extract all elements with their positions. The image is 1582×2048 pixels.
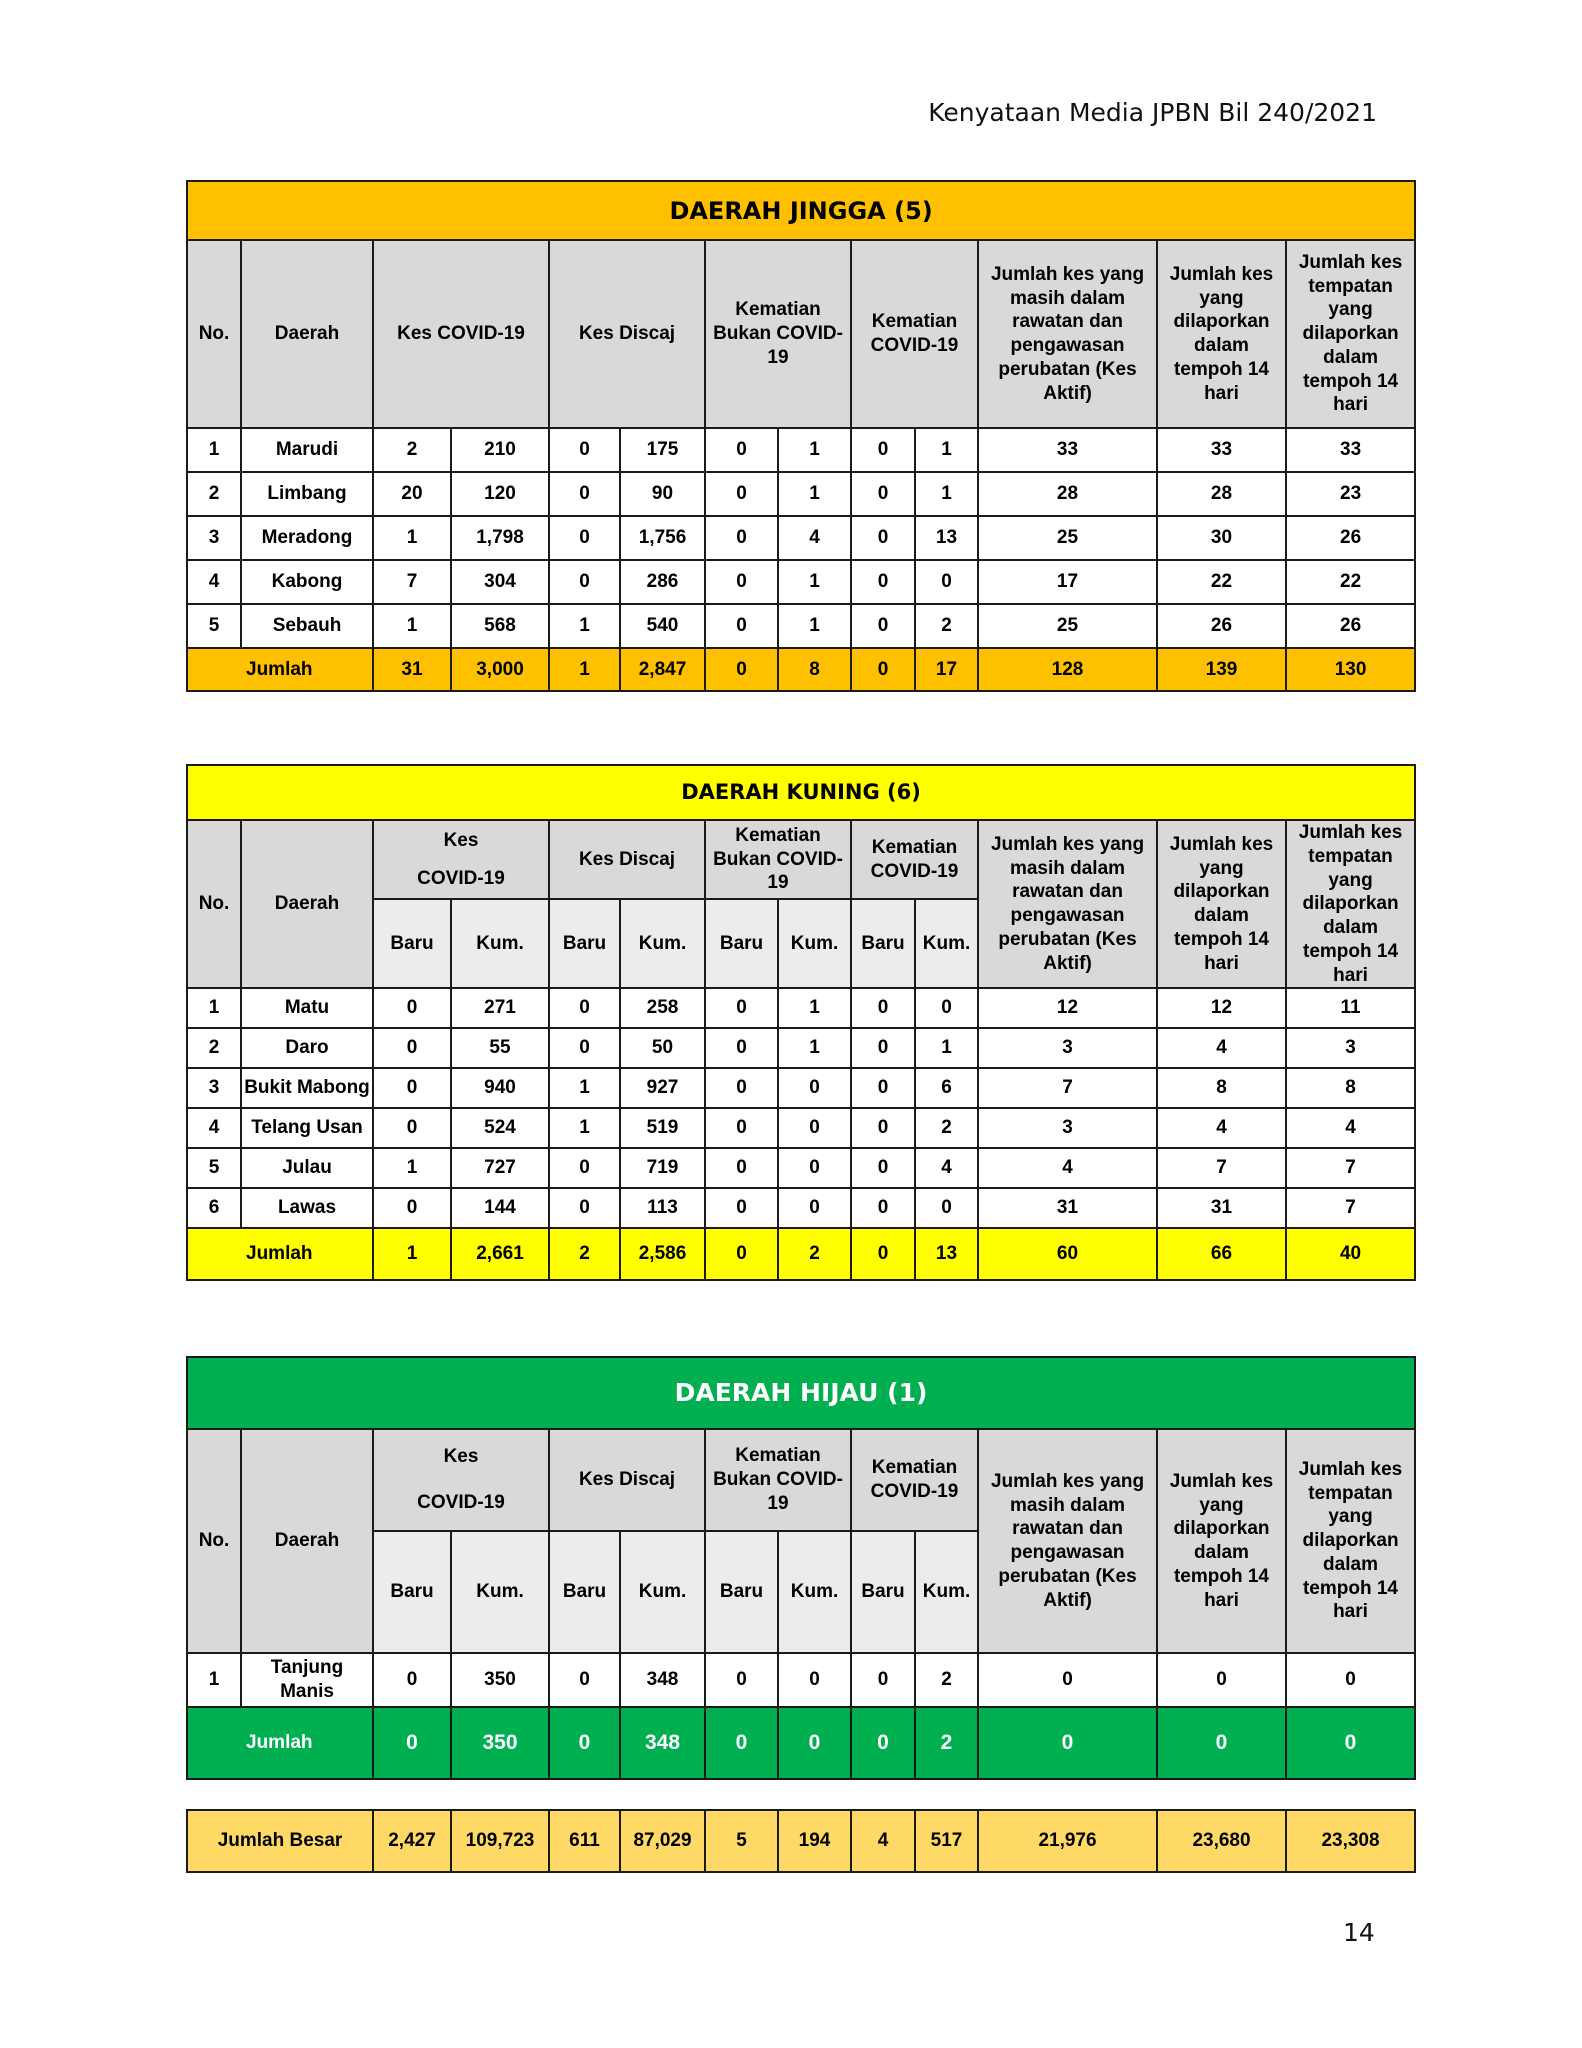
cell-value: 271 [451,988,549,1028]
cell-value: 1 [778,472,851,516]
table-title: DAERAH KUNING (6) [187,765,1415,820]
col-header-kematian-covid: Kematian COVID-19 [851,240,978,428]
cell-value: 23 [1286,472,1415,516]
cell-value: 90 [620,472,705,516]
table-row [187,604,1415,648]
grand-total-value: 87,029 [620,1810,705,1872]
cell-value: 1 [549,1068,620,1108]
cell-value: 6 [915,1068,978,1108]
cell-value: 1 [778,604,851,648]
total-value: 40 [1286,1228,1415,1280]
cell-value: 0 [373,1028,451,1068]
cell-value: 33 [1157,428,1286,472]
cell-value: 0 [851,988,915,1028]
row-daerah: Sebauh [241,604,373,648]
cell-value: 7 [373,560,451,604]
cell-value: 1 [915,472,978,516]
total-value: 2,586 [620,1228,705,1280]
cell-value: 0 [705,560,778,604]
cell-value: 7 [1157,1148,1286,1188]
table-daerah-kuning [186,764,1416,1281]
sub-header-kum: Kum. [915,1531,978,1653]
cell-value: 0 [705,1108,778,1148]
cell-value: 258 [620,988,705,1028]
row-no: 2 [187,472,241,516]
cell-value: 0 [1157,1653,1286,1707]
total-value: 2 [915,1707,978,1779]
total-value: 8 [778,648,851,691]
cell-value: 30 [1157,516,1286,560]
cell-value: 0 [549,988,620,1028]
kes-covid-line1: Kes [443,829,479,851]
col-header-tempatan-14: Jumlah kes tempatan yang dilaporkan dalam tempoh 14 hari [1286,1429,1415,1653]
cell-value: 519 [620,1108,705,1148]
cell-value: 17 [978,560,1157,604]
cell-value: 0 [778,1148,851,1188]
table-body [187,1653,1415,1707]
cell-value: 113 [620,1188,705,1228]
col-header-daerah: Daerah [241,1429,373,1653]
table-body [187,988,1415,1228]
cell-value: 940 [451,1068,549,1108]
cell-value: 304 [451,560,549,604]
cell-value: 0 [851,1148,915,1188]
cell-value: 0 [549,1148,620,1188]
cell-value: 0 [778,1188,851,1228]
cell-value: 0 [851,560,915,604]
table-row [187,1148,1415,1188]
total-value: 130 [1286,648,1415,691]
cell-value: 0 [851,1068,915,1108]
col-header-daerah: Daerah [241,240,373,428]
cell-value: 0 [915,1188,978,1228]
total-value: 60 [978,1228,1157,1280]
cell-value: 1,798 [451,516,549,560]
row-no: 1 [187,428,241,472]
cell-value: 0 [705,1188,778,1228]
cell-value: 26 [1286,516,1415,560]
row-daerah: Telang Usan [241,1108,373,1148]
grand-total-value: 21,976 [978,1810,1157,1872]
total-value: 0 [1286,1707,1415,1779]
total-value: 13 [915,1228,978,1280]
cell-value: 0 [705,428,778,472]
total-value: 2 [778,1228,851,1280]
cell-value: 540 [620,604,705,648]
grand-total-value: 23,308 [1286,1810,1415,1872]
total-label: Jumlah [187,1707,373,1779]
cell-value: 210 [451,428,549,472]
col-header-kes-aktif: Jumlah kes yang masih dalam rawatan dan pengawasan perubatan (Kes Aktif) [978,1429,1157,1653]
cell-value: 0 [1286,1653,1415,1707]
cell-value: 0 [778,1108,851,1148]
table-row [187,560,1415,604]
total-value: 66 [1157,1228,1286,1280]
cell-value: 1 [373,516,451,560]
sub-header-baru: Baru [373,899,451,988]
col-header-kes-covid [373,1429,549,1531]
table-title: DAERAH JINGGA (5) [187,181,1415,240]
total-value: 1 [549,648,620,691]
cell-value: 50 [620,1028,705,1068]
table-daerah-hijau [186,1356,1416,1780]
col-header-kes-discaj: Kes Discaj [549,240,705,428]
row-daerah: Daro [241,1028,373,1068]
grand-total-value: 5 [705,1810,778,1872]
cell-value: 11 [1286,988,1415,1028]
cell-value: 0 [778,1068,851,1108]
cell-value: 4 [1157,1028,1286,1068]
total-value: 1 [373,1228,451,1280]
cell-value: 0 [851,1653,915,1707]
sub-header-kum: Kum. [620,1531,705,1653]
col-header-kes-covid: Kes COVID-19 [373,240,549,428]
page-number: 14 [1343,1918,1375,1947]
total-value: 0 [978,1707,1157,1779]
row-daerah: Tanjung Manis [241,1653,373,1707]
grand-total-table [186,1809,1416,1873]
col-header-kes-discaj: Kes Discaj [549,1429,705,1531]
cell-value: 25 [978,516,1157,560]
cell-value: 0 [705,472,778,516]
cell-value: 0 [851,1028,915,1068]
cell-value: 0 [549,516,620,560]
cell-value: 1 [549,1108,620,1148]
total-value: 0 [1157,1707,1286,1779]
cell-value: 2 [915,1653,978,1707]
cell-value: 144 [451,1188,549,1228]
cell-value: 13 [915,516,978,560]
cell-value: 0 [705,1148,778,1188]
cell-value: 0 [978,1653,1157,1707]
total-row [187,1228,1415,1280]
cell-value: 0 [373,988,451,1028]
total-row [187,1707,1415,1779]
cell-value: 4 [778,516,851,560]
kes-covid-line2: COVID-19 [417,1492,505,1513]
cell-value: 12 [1157,988,1286,1028]
total-value: 0 [851,648,915,691]
col-header-kes-14: Jumlah kes yang dilaporkan dalam tempoh 14 hari [1157,1429,1286,1653]
total-label: Jumlah [187,1228,373,1280]
cell-value: 2 [915,1108,978,1148]
row-no: 2 [187,1028,241,1068]
grand-total-value: 4 [851,1810,915,1872]
cell-value: 1 [373,1148,451,1188]
row-no: 1 [187,988,241,1028]
grand-total-row [187,1810,1415,1872]
cell-value: 0 [373,1068,451,1108]
table-daerah-jingga [186,180,1416,692]
row-daerah: Matu [241,988,373,1028]
cell-value: 0 [549,1028,620,1068]
grand-total-value: 517 [915,1810,978,1872]
row-no: 4 [187,1108,241,1148]
total-row [187,648,1415,691]
table-title: DAERAH HIJAU (1) [187,1357,1415,1429]
sub-header-kum: Kum. [451,899,549,988]
total-value: 17 [915,648,978,691]
row-daerah: Julau [241,1148,373,1188]
col-header-kematian-covid: Kematian COVID-19 [851,1429,978,1531]
cell-value: 0 [373,1653,451,1707]
total-value: 3,000 [451,648,549,691]
total-value: 0 [705,648,778,691]
grand-total-value: 194 [778,1810,851,1872]
total-value: 128 [978,648,1157,691]
col-header-kes-covid [373,820,549,899]
cell-value: 7 [1286,1148,1415,1188]
row-daerah: Meradong [241,516,373,560]
cell-value: 1 [915,428,978,472]
col-header-kes-discaj: Kes Discaj [549,820,705,899]
row-daerah: Bukit Mabong [241,1068,373,1108]
cell-value: 350 [451,1653,549,1707]
col-header-no: No. [187,240,241,428]
cell-value: 1 [915,1028,978,1068]
cell-value: 3 [978,1028,1157,1068]
cell-value: 120 [451,472,549,516]
total-value: 2,661 [451,1228,549,1280]
cell-value: 31 [978,1188,1157,1228]
table-row [187,988,1415,1028]
sub-header-baru: Baru [705,899,778,988]
total-value: 31 [373,648,451,691]
cell-value: 0 [851,428,915,472]
col-header-kematian-bukan: Kematian Bukan COVID-19 [705,240,851,428]
sub-header-kum: Kum. [451,1531,549,1653]
total-value: 0 [549,1707,620,1779]
row-daerah: Limbang [241,472,373,516]
cell-value: 0 [549,428,620,472]
cell-value: 25 [978,604,1157,648]
cell-value: 55 [451,1028,549,1068]
cell-value: 8 [1286,1068,1415,1108]
cell-value: 0 [705,988,778,1028]
cell-value: 719 [620,1148,705,1188]
table-row [187,1068,1415,1108]
cell-value: 1 [373,604,451,648]
cell-value: 4 [1157,1108,1286,1148]
table-row [187,1108,1415,1148]
table-row [187,516,1415,560]
total-value: 0 [778,1707,851,1779]
col-header-tempatan-14: Jumlah kes tempatan yang dilaporkan dalam tempoh 14 hari [1286,820,1415,988]
cell-value: 26 [1286,604,1415,648]
cell-value: 0 [851,604,915,648]
total-value: 0 [705,1707,778,1779]
cell-value: 727 [451,1148,549,1188]
col-header-kes-14: Jumlah kes yang dilaporkan dalam tempoh 14 hari [1157,820,1286,988]
row-no: 6 [187,1188,241,1228]
total-value: 2 [549,1228,620,1280]
cell-value: 0 [705,604,778,648]
total-value: 0 [373,1707,451,1779]
cell-value: 26 [1157,604,1286,648]
table-row [187,428,1415,472]
grand-total-value: 23,680 [1157,1810,1286,1872]
cell-value: 0 [915,988,978,1028]
sub-header-baru: Baru [851,1531,915,1653]
grand-total-value: 109,723 [451,1810,549,1872]
col-header-kes-14: Jumlah kes yang dilaporkan dalam tempoh 14 hari [1157,240,1286,428]
cell-value: 175 [620,428,705,472]
row-no: 5 [187,604,241,648]
col-header-kematian-covid: Kematian COVID-19 [851,820,978,899]
row-no: 1 [187,1653,241,1707]
cell-value: 0 [915,560,978,604]
cell-value: 0 [851,1188,915,1228]
cell-value: 4 [915,1148,978,1188]
cell-value: 568 [451,604,549,648]
row-daerah: Lawas [241,1188,373,1228]
cell-value: 4 [978,1148,1157,1188]
col-header-kematian-bukan: Kematian Bukan COVID-19 [705,820,851,899]
sub-header-kum: Kum. [915,899,978,988]
cell-value: 0 [851,516,915,560]
total-value: 2,847 [620,648,705,691]
total-value: 139 [1157,648,1286,691]
sub-header-baru: Baru [373,1531,451,1653]
total-value: 0 [851,1228,915,1280]
cell-value: 3 [1286,1028,1415,1068]
sub-header-baru: Baru [705,1531,778,1653]
cell-value: 0 [373,1188,451,1228]
row-daerah: Kabong [241,560,373,604]
row-no: 3 [187,516,241,560]
cell-value: 22 [1286,560,1415,604]
col-header-tempatan-14: Jumlah kes tempatan yang dilaporkan dalam tempoh 14 hari [1286,240,1415,428]
row-no: 5 [187,1148,241,1188]
sub-header-baru: Baru [549,1531,620,1653]
cell-value: 0 [705,1653,778,1707]
cell-value: 28 [978,472,1157,516]
cell-value: 3 [978,1108,1157,1148]
cell-value: 1 [778,988,851,1028]
kes-covid-line1: Kes [443,1446,479,1468]
page-header: Kenyataan Media JPBN Bil 240/2021 [928,98,1377,127]
cell-value: 33 [978,428,1157,472]
col-header-no: No. [187,820,241,988]
cell-value: 524 [451,1108,549,1148]
cell-value: 0 [549,1188,620,1228]
cell-value: 0 [705,1068,778,1108]
table-row [187,1028,1415,1068]
total-value: 350 [451,1707,549,1779]
row-daerah: Marudi [241,428,373,472]
sub-header-baru: Baru [549,899,620,988]
cell-value: 0 [851,472,915,516]
cell-value: 7 [1286,1188,1415,1228]
table-row [187,1188,1415,1228]
sub-header-kum: Kum. [778,1531,851,1653]
cell-value: 0 [549,472,620,516]
cell-value: 286 [620,560,705,604]
cell-value: 31 [1157,1188,1286,1228]
cell-value: 8 [1157,1068,1286,1108]
cell-value: 927 [620,1068,705,1108]
total-label: Jumlah [187,648,373,691]
cell-value: 28 [1157,472,1286,516]
cell-value: 20 [373,472,451,516]
cell-value: 22 [1157,560,1286,604]
cell-value: 0 [549,1653,620,1707]
grand-total-label: Jumlah Besar [187,1810,373,1872]
total-value: 0 [851,1707,915,1779]
sub-header-baru: Baru [851,899,915,988]
cell-value: 4 [1286,1108,1415,1148]
col-header-daerah: Daerah [241,820,373,988]
grand-total-value: 611 [549,1810,620,1872]
cell-value: 1 [549,604,620,648]
cell-value: 7 [978,1068,1157,1108]
row-no: 4 [187,560,241,604]
sub-header-kum: Kum. [778,899,851,988]
cell-value: 0 [851,1108,915,1148]
kes-covid-line2: COVID-19 [417,867,505,889]
cell-value: 2 [915,604,978,648]
cell-value: 0 [549,560,620,604]
cell-value: 348 [620,1653,705,1707]
total-value: 0 [705,1228,778,1280]
cell-value: 12 [978,988,1157,1028]
col-header-kematian-bukan: Kematian Bukan COVID-19 [705,1429,851,1531]
cell-value: 0 [778,1653,851,1707]
total-value: 348 [620,1707,705,1779]
col-header-kes-aktif: Jumlah kes yang masih dalam rawatan dan pengawasan perubatan (Kes Aktif) [978,240,1157,428]
grand-total-value: 2,427 [373,1810,451,1872]
cell-value: 33 [1286,428,1415,472]
table-row [187,472,1415,516]
row-no: 3 [187,1068,241,1108]
col-header-kes-aktif: Jumlah kes yang masih dalam rawatan dan pengawasan perubatan (Kes Aktif) [978,820,1157,988]
cell-value: 0 [705,516,778,560]
table-row [187,1653,1415,1707]
cell-value: 1 [778,560,851,604]
sub-header-kum: Kum. [620,899,705,988]
col-header-no: No. [187,1429,241,1653]
cell-value: 2 [373,428,451,472]
table-body [187,428,1415,648]
cell-value: 0 [373,1108,451,1148]
cell-value: 0 [705,1028,778,1068]
cell-value: 1 [778,1028,851,1068]
cell-value: 1,756 [620,516,705,560]
cell-value: 1 [778,428,851,472]
